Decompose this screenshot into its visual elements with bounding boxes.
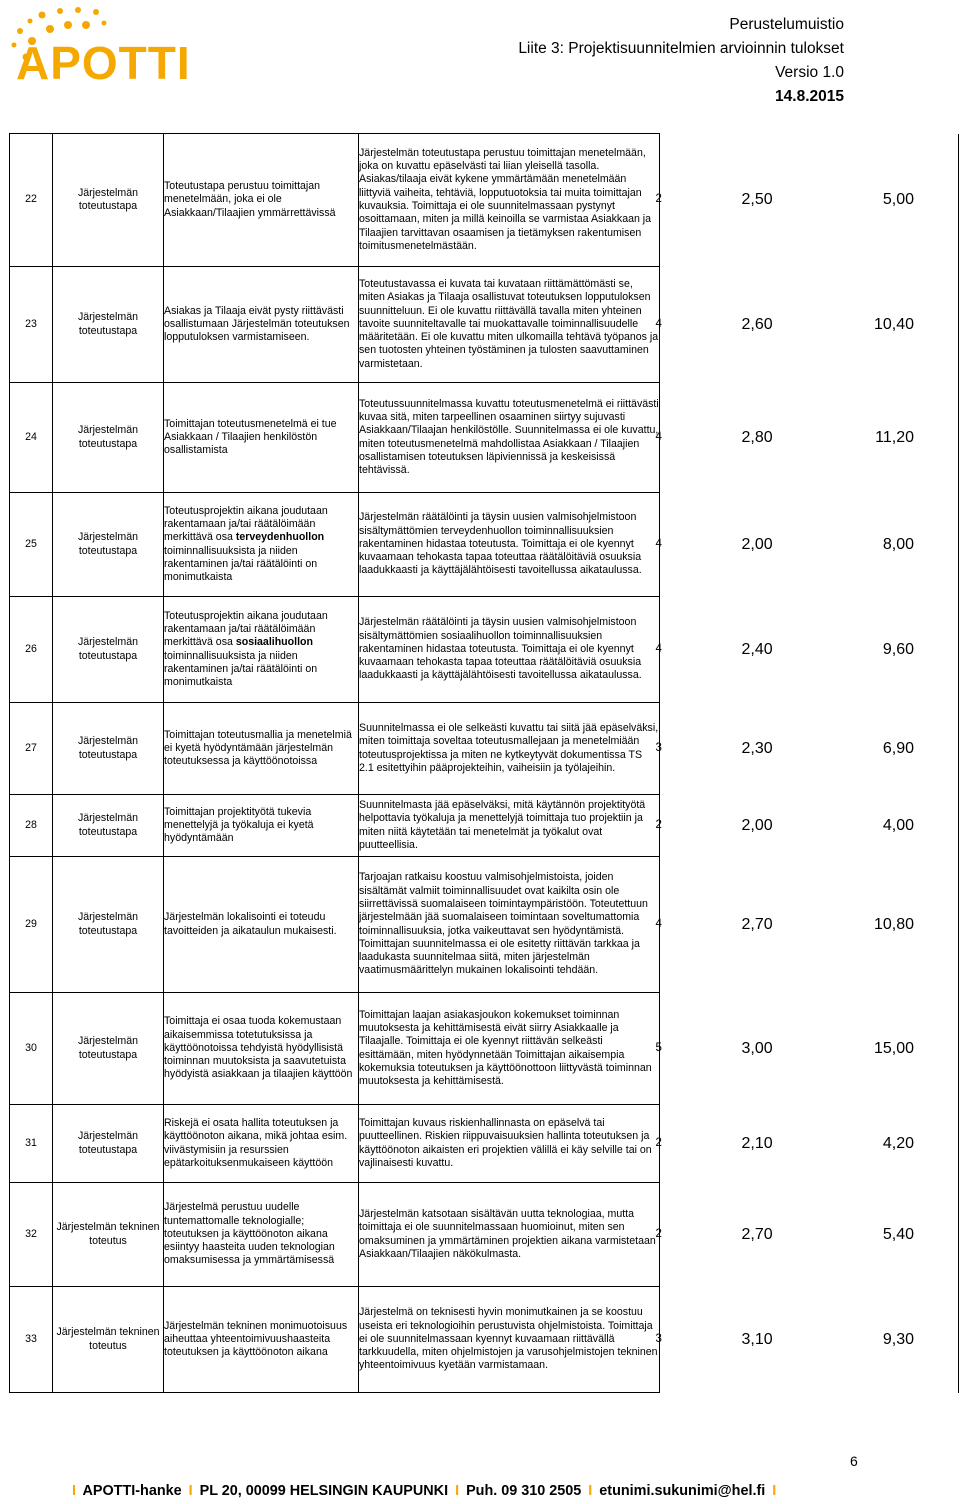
risk-description xyxy=(164,597,359,703)
risk-category: Järjestelmän toteutustapa xyxy=(53,493,164,597)
risk-score: 4 xyxy=(655,537,662,550)
risk-score: 5 xyxy=(655,1041,662,1054)
risk-metrics xyxy=(655,703,959,795)
footer-email: etunimi.sukunimi@hel.fi xyxy=(599,1483,766,1499)
footer-phone: Puh. 09 310 2505 xyxy=(466,1483,582,1499)
risk-metrics xyxy=(655,597,959,703)
table-row xyxy=(10,597,959,703)
risk-weight: 2,10 xyxy=(741,1134,773,1152)
risk-metrics xyxy=(655,134,959,267)
table-row xyxy=(10,1287,959,1393)
footer-separator: I xyxy=(588,1483,593,1499)
footer-separator: I xyxy=(188,1483,193,1499)
risk-total: 6,90 xyxy=(882,739,914,757)
risk-category: Järjestelmän toteutustapa xyxy=(53,703,164,795)
risk-evaluation: Järjestelmän räätälöinti ja täysin uusien valmisohjelmistoon sisältymättömien terveydenhuollon toiminnallisuuksien rakentaminen hidastaa toteutusta. Toimittaja ei ole kyennyt kuvaamaan tehokasta tapaa toteuttaa räätälöitäviä osuuksia laadukkaasti ja käyttäjälähtöisesti tavoitellussa aikataulussa. xyxy=(359,493,660,597)
risk-category: Järjestelmän toteutustapa xyxy=(53,267,164,383)
risk-score: 4 xyxy=(655,917,662,930)
risk-weight: 2,30 xyxy=(741,739,773,757)
risk-evaluation: Toimittajan laajan asiakasjoukon kokemukset toiminnan muutoksesta ja kehittämisestä eivät siirry Asiakkaalle ja Tilaajalle. Toimittaja ei ole kyennyt riittävän selkeästi esittämään, miten hyödynnetään Toimittajan aikaisempia kokemuksia toteutuksen ja käyttöönottoon liittyvästä toiminnan muutoksesta ja kehittämisestä. xyxy=(359,993,660,1105)
risk-weight: 2,60 xyxy=(741,315,773,333)
apotti-logo xyxy=(8,5,220,89)
risk-description xyxy=(164,267,359,383)
risk-number: 27 xyxy=(10,703,53,795)
risk-category: Järjestelmän toteutustapa xyxy=(53,795,164,857)
risk-description-text: Toteutustapa perustuu toimittajan menetelmään, joka ei ole Asiakkaan/Tilaajien ymmärrettävissä xyxy=(164,180,336,219)
risk-evaluation: Toteutustavassa ei kuvata tai kuvataan riittämättömästi se, miten Asiakas ja Tilaaja osallistuvat toteutuksen lopputuloksen suunnitteluun. Ei ole kuvattu riittävällä tavalla miten yhteinen tavoite suunniteltavalle tai muokattavalle toiminnallisuudelle määritetään. Ei ole kuvattu miten ulkomailla tehtävä työpanos ja sen tuotosten yhteinen työstäminen ja tulosten saavuttaminen varmistetaan. xyxy=(359,267,660,383)
risk-number: 30 xyxy=(10,993,53,1105)
logo-text: APOTTI xyxy=(16,37,191,89)
risk-score: 4 xyxy=(655,642,662,655)
table-row xyxy=(10,134,959,267)
risk-description-text: Toimittajan projektityötä tukevia menettelyjä ja työkaluja ei kyetä hyödyntämään xyxy=(164,805,314,845)
risk-metrics xyxy=(655,267,959,383)
risk-score: 4 xyxy=(655,430,662,443)
risk-description xyxy=(164,795,359,857)
risk-number: 22 xyxy=(10,134,53,267)
risk-description-text: Asiakas ja Tilaaja eivät pysty riittävästi osallistumaan Järjestelmän toteutuksen lopputuloksen varmistamiseen. xyxy=(164,304,350,344)
risk-number: 32 xyxy=(10,1183,53,1287)
footer-org: APOTTI-hanke xyxy=(82,1483,182,1499)
risk-evaluation: Suunnitelmassa ei ole selkeästi kuvattu tai siitä jää epäselväksi, miten toimittaja soveltaa toteutusmallejaan ja menetelmiään toteutusprojektissa ja miten ne kytkeytyvät dokumentissa TS 2.1 esitettyihin pääprojekteihin, vaiheisiin ja työlajeihin. xyxy=(359,703,660,795)
risk-description-text: toiminnallisuuksista ja niiden rakentaminen ja/tai räätälöinti on monimutkaista xyxy=(164,544,318,584)
risk-description-text: toiminnallisuuksista ja niiden rakentaminen ja/tai räätälöinti on monimutkaista xyxy=(164,649,318,689)
risk-number: 29 xyxy=(10,857,53,993)
risk-description xyxy=(164,1105,359,1183)
table-row xyxy=(10,993,959,1105)
risk-description-text: Toteutusprojektin aikana joudutaan rakentamaan ja/tai räätälöimään merkittävä osa xyxy=(164,504,328,544)
risk-category: Järjestelmän toteutustapa xyxy=(53,857,164,993)
footer-address: PL 20, 00099 HELSINGIN KAUPUNKI xyxy=(199,1483,449,1499)
risk-metrics xyxy=(655,795,959,857)
risk-description xyxy=(164,493,359,597)
risk-score: 2 xyxy=(655,1227,662,1240)
risk-description xyxy=(164,134,359,267)
risk-description xyxy=(164,703,359,795)
risk-evaluation: Järjestelmä on teknisesti hyvin monimutkainen ja se koostuu useista eri teknologioihin perustuvista ohjelmistoista. Toimittaja ei ole suunnitelmassaan kyennyt kuvaamaan riittävällä tarkkuudella, miten ohjelmistojen ja varusohjelmistojen tekninen yhteentoimivuus kyetään varmistamaan. xyxy=(359,1287,660,1393)
footer-separator: I xyxy=(455,1483,460,1499)
risk-category: Järjestelmän toteutustapa xyxy=(53,1105,164,1183)
table-row xyxy=(10,795,959,857)
risk-total: 5,00 xyxy=(882,191,914,209)
risk-weight: 3,10 xyxy=(741,1330,773,1348)
risk-category: Järjestelmän toteutustapa xyxy=(53,134,164,267)
risk-total: 15,00 xyxy=(873,1039,914,1057)
risk-metrics xyxy=(655,493,959,597)
risk-metrics xyxy=(655,993,959,1105)
risk-description-text: Järjestelmän tekninen monimuotoisuus aiheuttaa yhteentoimivuushaasteita toteutuksen ja käyttöönoton aikana xyxy=(164,1319,348,1359)
risk-description-text: Toimittajan toteutusmallia ja menetelmiä ei kyetä hyödyntämään järjestelmän toteutuksessa ja käyttöönotoissa xyxy=(164,728,352,768)
table-row xyxy=(10,267,959,383)
risk-total: 10,40 xyxy=(873,315,914,333)
risk-evaluation: Suunnitelmasta jää epäselväksi, mitä käytännön projektityötä helpottavia työkaluja ja menettelyjä toimittaja tuo projektiin ja miten niitä käytetään tai menetelmät ja työkalut ovat puutteellisia. xyxy=(359,795,660,857)
risk-description-emphasis: sosiaalihuollon xyxy=(235,636,313,649)
risk-description-emphasis: terveydenhuollon xyxy=(235,531,325,544)
risk-category: Järjestelmän toteutustapa xyxy=(53,993,164,1105)
risk-score: 2 xyxy=(655,1136,662,1149)
risk-description-text: Riskejä ei osata hallita toteutuksen ja käyttöönoton aikana, mikä johtaa esim. viivästymisiin ja resurssien epätarkoituksenmukaiseen käyttöön xyxy=(164,1116,348,1169)
document-subtitle: Liite 3: Projektisuunnitelmien arvioinnin tulokset xyxy=(518,40,844,57)
risk-total: 9,30 xyxy=(882,1330,914,1348)
risk-category: Järjestelmän tekninen toteutus xyxy=(53,1183,164,1287)
risk-score: 2 xyxy=(655,818,662,831)
risk-total: 4,20 xyxy=(882,1134,914,1152)
risk-weight: 2,80 xyxy=(741,428,773,446)
footer-separator: I xyxy=(72,1483,76,1499)
risk-evaluation: Toimittajan kuvaus riskienhallinnasta on epäselvä tai puutteellinen. Riskien riippuvaisuuksien hallinta toteutuksen ja käyttöönoton aikaisten eri projektien välillä ei käy selville tai on vajlinaisesti kuvattu. xyxy=(359,1105,660,1183)
risk-weight: 3,00 xyxy=(741,1039,773,1057)
document-type: Perustelumuistio xyxy=(729,16,844,33)
risk-description-text: Toimittajan toteutusmenetelmä ei tue Asiakkaan / Tilaajien henkilöstön osallistamista xyxy=(164,417,337,457)
risk-weight: 2,70 xyxy=(741,915,773,933)
table-row xyxy=(10,857,959,993)
risk-total: 9,60 xyxy=(882,640,914,658)
risk-weight: 2,50 xyxy=(741,191,773,209)
risk-description xyxy=(164,993,359,1105)
risk-description-text: Toteutusprojektin aikana joudutaan rakentamaan ja/tai räätälöimään merkittävä osa xyxy=(164,609,328,649)
risk-description-text: Järjestelmän lokalisointi ei toteudu tavoitteiden ja aikataulun mukaisesti. xyxy=(164,911,337,937)
risk-weight: 2,00 xyxy=(741,535,773,553)
risk-score: 4 xyxy=(655,317,662,330)
risk-score: 2 xyxy=(655,193,662,206)
risk-description xyxy=(164,857,359,993)
risk-total: 11,20 xyxy=(875,428,914,446)
risk-metrics xyxy=(655,1287,959,1393)
document-date: 14.8.2015 xyxy=(775,88,844,105)
risk-description xyxy=(164,383,359,493)
risk-number: 26 xyxy=(10,597,53,703)
risk-number: 31 xyxy=(10,1105,53,1183)
risk-weight: 2,70 xyxy=(741,1225,773,1243)
risk-metrics xyxy=(655,857,959,993)
footer xyxy=(72,1483,779,1499)
risk-description xyxy=(164,1287,359,1393)
evaluation-table xyxy=(9,133,959,1393)
risk-evaluation: Järjestelmän toteutustapa perustuu toimittajan menetelmään, joka on kuvattu epäselvästi tai liian yleisellä tasolla. Asiakas/tilaaja eivät kykene ymmärtämään menetelmään liittyviä vaiheita, tehtäviä, lopputuotoksia tai muita toimittajan kuvauksia. Toimittaja ei ole suunnitelmassaan pystynyt osoittamaan, miten ja millä keinoilla se varmistaa Asiakkaan ja Tilaajien tarvittavan osaamisen ja tietämyksen rakentumisen toimitusmenetelmästään. xyxy=(359,134,660,267)
risk-evaluation: Toteutussuunnitelmassa kuvattu toteutusmenetelmä ei riittävästi kuvaa sitä, miten tarpeellinen osaaminen siirtyy sujuvasti Asiakkaan/Tilaajan henkilöstölle. Suunnitelmassa ei ole kuvattu, miten toteutusmenetelmä mahdollistaa Asiakkaan / Tilaajien osallistamisen toteutuksen läpiviennissä ja keskeisissä tehtävissä. xyxy=(359,383,660,493)
risk-number: 28 xyxy=(10,795,53,857)
table-row xyxy=(10,703,959,795)
risk-number: 25 xyxy=(10,493,53,597)
risk-evaluation: Tarjoajan ratkaisu koostuu valmisohjelmistoista, joiden sisältämät valmiit toiminnallisuudet ovat kaikilta osin ole siirrettävissä suomalaiseen toimintaympäristöön. Toteutettuun järjestelmään jää suomalaiseen toimintaan soveltumattomia toiminnallisuuksia, jotka vaikeuttavat sen hyödyntämistä. Toimittajan suunnitelmassa ei ole esitetty riittävän tarkkaa ja laadukasta suunnitelmaa siitä, miten järjestelmän vaatimusmäärittelyn mukainen lokalisointi tehdään. xyxy=(359,857,660,993)
page-number: 6 xyxy=(850,1453,858,1469)
risk-score: 3 xyxy=(655,1332,662,1345)
document-version: Versio 1.0 xyxy=(775,64,844,81)
risk-description-text: Järjestelmä perustuu uudelle tuntemattomalle teknologialle; toteutuksen ja käyttöönoton aikana esiintyy haasteita uuden teknologian omaksumisessa ja ymmärtämisessä xyxy=(164,1201,335,1267)
risk-category: Järjestelmän tekninen toteutus xyxy=(53,1287,164,1393)
risk-weight: 2,00 xyxy=(741,816,773,834)
table-row xyxy=(10,493,959,597)
risk-total: 10,80 xyxy=(873,915,914,933)
table-row xyxy=(10,1183,959,1287)
risk-score: 3 xyxy=(655,741,662,754)
risk-total: 5,40 xyxy=(882,1225,914,1243)
document-header xyxy=(518,13,844,109)
risk-total: 8,00 xyxy=(882,535,914,553)
risk-metrics xyxy=(655,1105,959,1183)
risk-number: 33 xyxy=(10,1287,53,1393)
risk-category: Järjestelmän toteutustapa xyxy=(53,597,164,703)
footer-separator: I xyxy=(772,1483,777,1499)
risk-description xyxy=(164,1183,359,1287)
risk-metrics xyxy=(655,383,959,493)
risk-metrics xyxy=(655,1183,959,1287)
risk-category: Järjestelmän toteutustapa xyxy=(53,383,164,493)
risk-number: 23 xyxy=(10,267,53,383)
risk-total: 4,00 xyxy=(882,816,914,834)
risk-number: 24 xyxy=(10,383,53,493)
risk-description-text: Toimittaja ei osaa tuoda kokemustaan aikaisemmissa totetutuksissa ja käyttöönotoissa tehdyistä hyödyllisistä toiminnan muutoksista ja saavutetuista hyödyistä asiakkaan ja tilaajien käyttöön xyxy=(164,1015,353,1081)
table-row xyxy=(10,1105,959,1183)
risk-weight: 2,40 xyxy=(741,640,773,658)
risk-evaluation: Järjestelmän katsotaan sisältävän uutta teknologiaa, mutta toimittaja ei ole suunnitelmassaan huomioinut, miten sen omaksuminen ja ymmärtäminen projektien aikana varmistetaan Asiakkaan/Tilaajien näkökulmasta. xyxy=(359,1183,660,1287)
table-row xyxy=(10,383,959,493)
risk-evaluation: Järjestelmän räätälöinti ja täysin uusien valmisohjelmistoon sisältymättömien sosiaalihuollon toiminnallisuuksien rakentaminen hidastaa toteutusta. Toimittaja ei ole kyennyt kuvaamaan tehokasta tapaa toteuttaa räätälöitäviä osuuksia laadukkaasti ja käyttäjälähtöisesti tavoitellussa aikataulussa. xyxy=(359,597,660,703)
